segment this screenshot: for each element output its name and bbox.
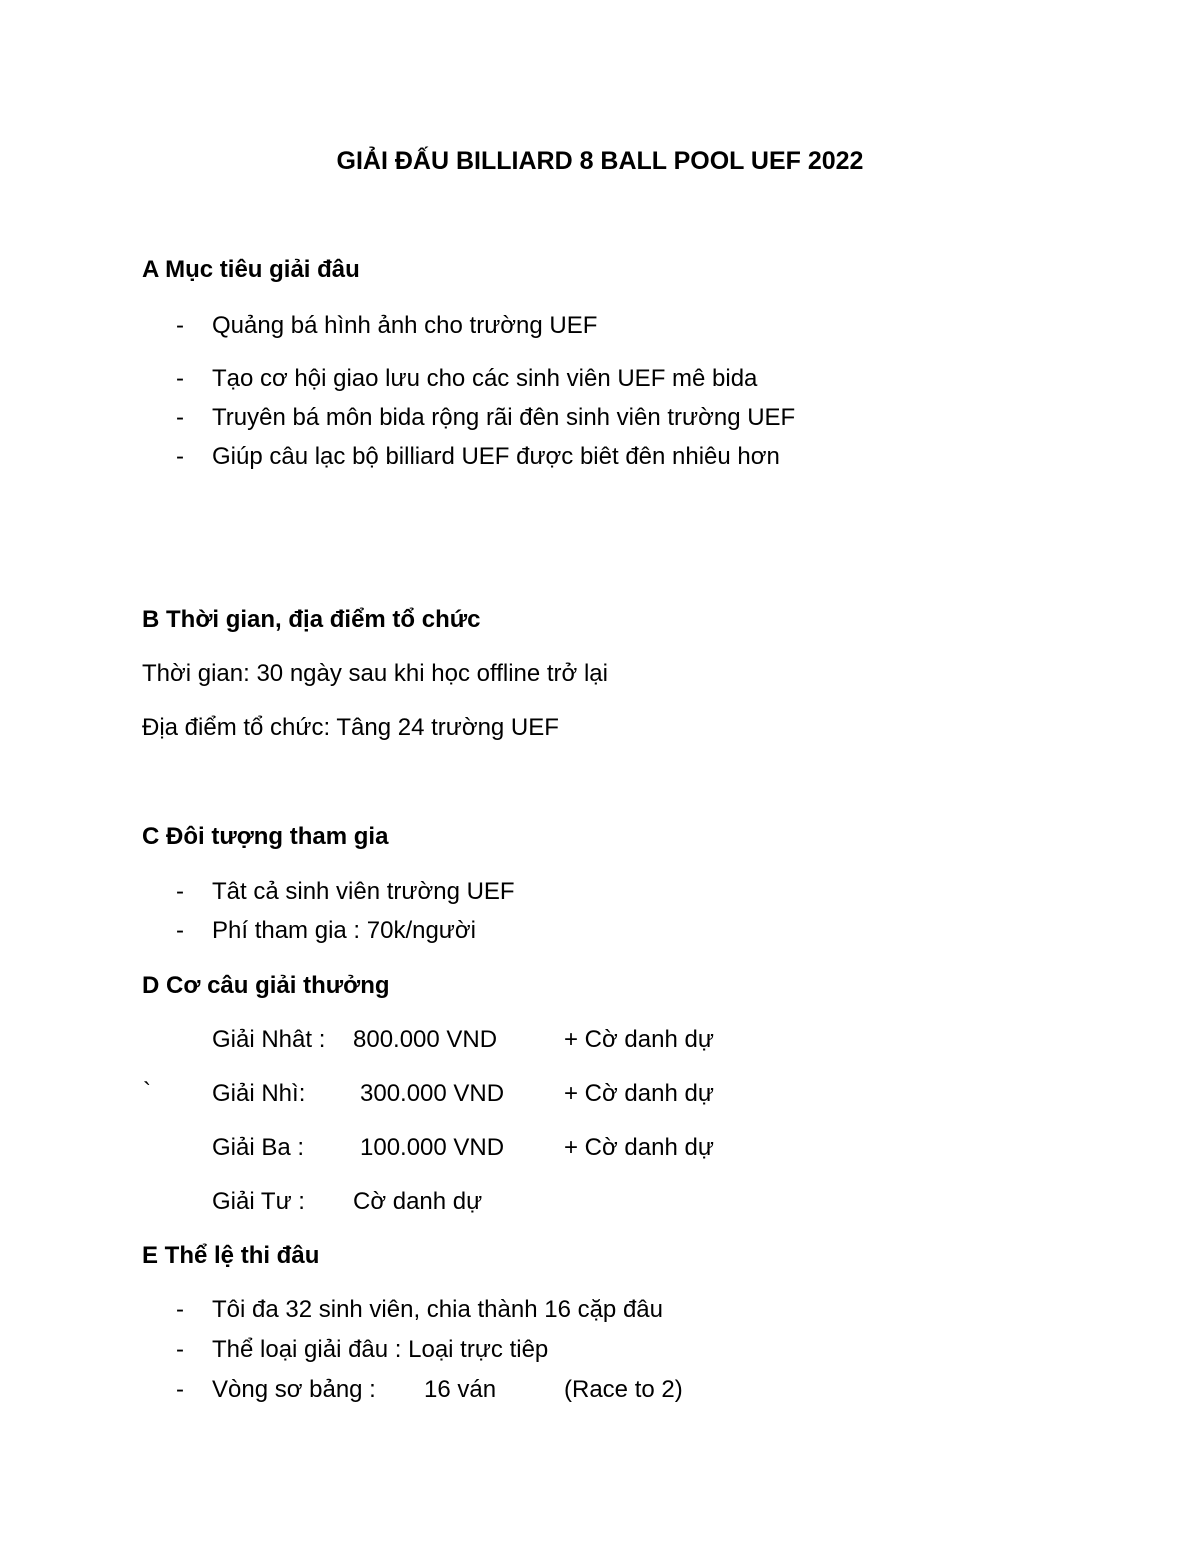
prize-label: Giải Nhât :	[212, 1026, 326, 1053]
bullet-dash: -	[176, 1296, 184, 1323]
round-count: 16 ván	[424, 1376, 497, 1403]
event-time: Thời gian: 30 ngày sau khi học offline trở lại	[142, 660, 608, 687]
bullet-dash: -	[176, 312, 184, 339]
prize-label: Giải Tư :	[212, 1188, 305, 1215]
prize-amount: 800.000 VND	[353, 1026, 498, 1053]
section-a-item: Tạo cơ hội giao lưu cho các sinh viên UEF mê bida	[212, 365, 758, 392]
section-d-heading: D Cơ câu giải thưởng	[142, 972, 390, 999]
section-e-item: Thể loại giải đâu : Loại trực tiêp	[212, 1336, 549, 1363]
prize-label: Giải Nhì:	[212, 1080, 306, 1107]
section-a-item: Quảng bá hình ảnh cho trường UEF	[212, 312, 598, 339]
prize-amount: 300.000 VND	[360, 1080, 505, 1107]
bullet-dash: -	[176, 404, 184, 431]
section-a-heading: A Mục tiêu giải đâu	[142, 256, 360, 283]
round-race: (Race to 2)	[564, 1376, 683, 1403]
event-place: Địa điểm tổ chức: Tâng 24 trường UEF	[142, 714, 559, 741]
prize-label: Giải Ba :	[212, 1134, 305, 1161]
prize-extra: + Cờ danh dự	[564, 1080, 714, 1107]
stray-mark: `	[143, 1078, 151, 1105]
section-c-item: Tât cả sinh viên trường UEF	[212, 878, 515, 905]
bullet-dash: -	[176, 1336, 184, 1363]
bullet-dash: -	[176, 365, 184, 392]
section-c-heading: C Đôi tượng tham gia	[142, 823, 389, 850]
bullet-dash: -	[176, 443, 184, 470]
round-label: Vòng sơ bảng :	[212, 1376, 376, 1403]
bullet-dash: -	[176, 1376, 184, 1403]
bullet-dash: -	[176, 917, 184, 944]
section-a-item: Truyên bá môn bida rộng rãi đên sinh viên trường UEF	[212, 404, 796, 431]
section-b-heading: B Thời gian, địa điểm tổ chức	[142, 606, 481, 633]
prize-extra: + Cờ danh dự	[564, 1134, 714, 1161]
section-a-item: Giúp câu lạc bộ billiard UEF được biêt đên nhiêu hơn	[212, 443, 780, 470]
prize-extra: + Cờ danh dự	[564, 1026, 714, 1053]
section-c-item: Phí tham gia : 70k/người	[212, 917, 476, 944]
bullet-dash: -	[176, 878, 184, 905]
prize-amount: 100.000 VND	[360, 1134, 505, 1161]
section-e-item: Tôi đa 32 sinh viên, chia thành 16 cặp đâu	[212, 1296, 663, 1323]
document-title: GIẢI ĐẤU BILLIARD 8 BALL POOL UEF 2022	[336, 147, 864, 175]
prize-amount: Cờ danh dự	[353, 1188, 483, 1215]
section-e-heading: E Thể lệ thi đâu	[142, 1242, 320, 1269]
